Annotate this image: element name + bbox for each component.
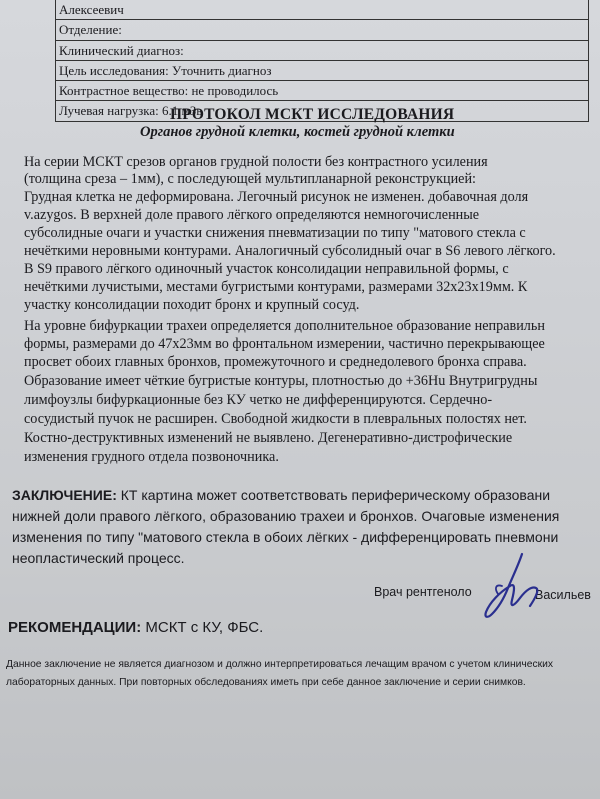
- radiation-dose-row: Лучевая нагрузка: 6.1 мЗв: [56, 101, 588, 121]
- body-line: формы, размерами до 47х23мм во фронтальном измерении, частично перекрывающее: [24, 336, 545, 352]
- conclusion-first-line: [12, 487, 550, 503]
- body-line: v.azygos. В верхней доле правого лёгкого определяются немногочисленные: [24, 207, 480, 223]
- patient-info-table: [55, 0, 589, 122]
- body-line: лимфоузлы бифуркационные без КУ четко не дифференцируются. Сердечно-: [24, 392, 493, 408]
- patient-name-row: Алексеевич: [56, 0, 588, 20]
- body-line: сосудистый пучок не расширен. Свободной жидкости в плевральных полостях нет.: [24, 411, 527, 427]
- protocol-title: ПРОТОКОЛ МСКТ ИССЛЕДОВАНИЯ: [170, 106, 455, 123]
- body-line: нечёткими неровными контурами. Аналогичный субсолидный очаг в S6 левого лёгкого.: [24, 243, 556, 259]
- conclusion-text: КТ картина может соответствовать периферическому образовани: [116, 487, 551, 503]
- body-line: нечёткими лучистыми, местами бугристыми контурами, размерами 32х23х19мм. К: [24, 279, 528, 295]
- clinical-diagnosis-row: Клинический диагноз:: [56, 41, 588, 61]
- disclaimer-line: лабораторных данных. При повторных обследованиях иметь при себе данное заключение и серии снимков.: [6, 677, 526, 688]
- body-line: На уровне бифуркации трахеи определяется дополнительное образование неправильн: [24, 318, 545, 334]
- doctor-name: Васильев: [535, 588, 591, 602]
- study-purpose-row: Цель исследования: Уточнить диагноз: [56, 61, 588, 81]
- body-line: Грудная клетка не деформирована. Легочный рисунок не изменен. добавочная доля: [24, 189, 529, 205]
- signature-image: [470, 548, 550, 628]
- contrast-agent-row: Контрастное вещество: не проводилось: [56, 81, 588, 101]
- recommendations: [8, 619, 263, 636]
- recommendations-label: РЕКОМЕНДАЦИИ:: [8, 619, 142, 636]
- recommendations-text: МСКТ с КУ, ФБС.: [141, 619, 264, 636]
- conclusion-line: неопластический процесс.: [12, 550, 185, 566]
- body-line: изменения грудного отдела позвоночника.: [24, 449, 279, 465]
- doctor-role: Врач рентгеноло: [374, 585, 472, 599]
- conclusion-line: изменения по типу "матового стекла в обоих лёгких - дифференцировать пневмони: [12, 529, 559, 545]
- body-line: Костно-деструктивных изменений не выявлено. Дегенеративно-дистрофические: [24, 430, 513, 446]
- body-line: субсолидные очаги и участки снижения пневматизации по типу "матового стекла с: [24, 225, 526, 241]
- department-row: Отделение:: [56, 20, 588, 40]
- body-line: В S9 правого лёгкого одиночный участок консолидации неправильной формы, с: [24, 261, 509, 277]
- body-line: участку консолидации походит бронх и крупный сосуд.: [24, 297, 360, 313]
- body-line: просвет обоих главных бронхов, промежуточного и среднедолевого бронха справа.: [24, 354, 527, 370]
- body-line: Образование имеет чёткие бугристые контуры, плотностью до +36Hu Внутригрудны: [24, 373, 538, 389]
- disclaimer-line: Данное заключение не является диагнозом и должно интерпретироваться лечащим врачом с учетом клинических: [6, 659, 554, 670]
- conclusion-line: нижней доли правого лёгкого, образованию трахеи и бронхов. Очаговые изменения: [12, 508, 560, 524]
- body-line: (толщина среза – 1мм), с последующей мультипланарной реконструкцией:: [24, 171, 476, 187]
- body-line: На серии МСКТ срезов органов грудной полости без контрастного усиления: [24, 154, 488, 170]
- conclusion-label: ЗАКЛЮЧЕНИЕ:: [12, 487, 117, 503]
- protocol-subtitle: Органов грудной клетки, костей грудной клетки: [140, 124, 455, 140]
